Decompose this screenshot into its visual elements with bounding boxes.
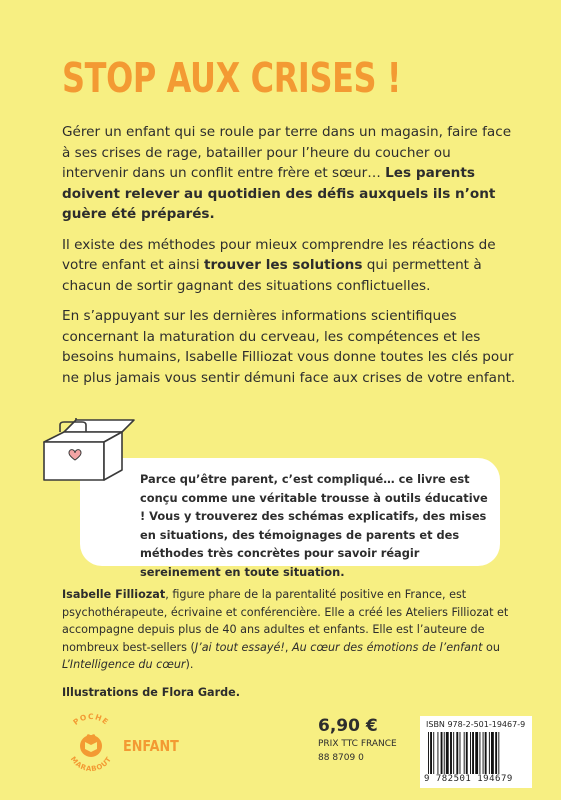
bio-paragraph [62,586,510,674]
price-label: PRIX TTC FRANCE [318,739,397,749]
intro-paragraph-2 [62,235,517,297]
illustrations-text: Illustrations de Flora Garde. [62,685,240,699]
bio-sep-1: , [284,640,292,654]
price-block [318,716,397,764]
illustrations-credit [62,684,510,702]
intro-text [62,122,517,398]
bio-sep-2: ou [482,640,500,654]
intro-p1-text: Gérer un enfant qui se roule par terre dans un magasin, faire face à ses crises de rage, batailler pour l’heure du coucher ou intervenir dans un conflit entre frère et sœur… [62,124,512,181]
intro-p2-text-a: Il existe des méthodes pour mieux comprendre les réactions de votre enfant et ainsi [62,236,496,273]
badge-top-text: POCHE [71,711,111,727]
collection-label: ENFANT [123,737,179,755]
bio-text-a: , figure phare de la parentalité positive en France, est psychothérapeute, écrivaine et conférencière. Elle a créé les Ateliers Filliozat et accompagne depuis plus de 40 ans adultes et enfants. Elle est l’auteure de nombreux best-sellers ( [62,588,509,654]
product-code: 88 8709 0 [318,753,364,763]
intro-p1-bold: Les parents doivent relever au quotidien des défis auxquels ils n’ont guère été préparés. [62,165,496,222]
svg-text:POCHE [71,712,110,727]
author-bio [62,586,510,712]
isbn-label: ISBN 978-2-501-19467-9 [426,720,526,729]
marabout-badge-icon [64,710,118,780]
callout-text: Parce qu’être parent, c’est compliqué… ce livre est conçu comme une véritable trousse à outils éducative ! Vous y trouverez des schémas explicatifs, des mises en situations, des témoignages de parents et des méthodes très concrètes pour savoir réagir sereinement en toute situation. [140,472,488,579]
callout-box [80,458,500,579]
barcode [428,732,526,774]
page-title: STOP AUX CRISES ! [62,54,402,102]
bio-author: Isabelle Filliozat [62,588,166,601]
intro-p2-text-b: qui permettent à chacun de sortir gagnant des situations conflictuelles. [62,257,482,294]
toolbox-icon [42,418,142,484]
intro-paragraph-3: En s’appuyant sur les dernières informations scientifiques concernant la maturation du cerveau, les compétences et les besoins humains, Isabelle Filliozat vous donne toutes les clés pour ne plus jamais vous sentir démuni face aux crises de votre enfant. [62,308,516,386]
bio-book-3: L’Intelligence du cœur [62,658,186,672]
barcode-box [420,716,532,788]
badge-bottom-text: MARABOUT [68,755,114,774]
svg-text:MARABOUT [69,755,113,773]
ean-digits: 9 782501 194679 [424,774,513,784]
price-value: 6,90 € [318,716,378,736]
intro-paragraph-1 [62,122,517,225]
intro-p2-bold: trouver les solutions [203,257,363,273]
bio-book-2: Au cœur des émotions de l’enfant [292,640,483,654]
bio-book-1: J’ai tout essayé! [194,640,285,654]
bio-text-b: ). [185,658,194,672]
